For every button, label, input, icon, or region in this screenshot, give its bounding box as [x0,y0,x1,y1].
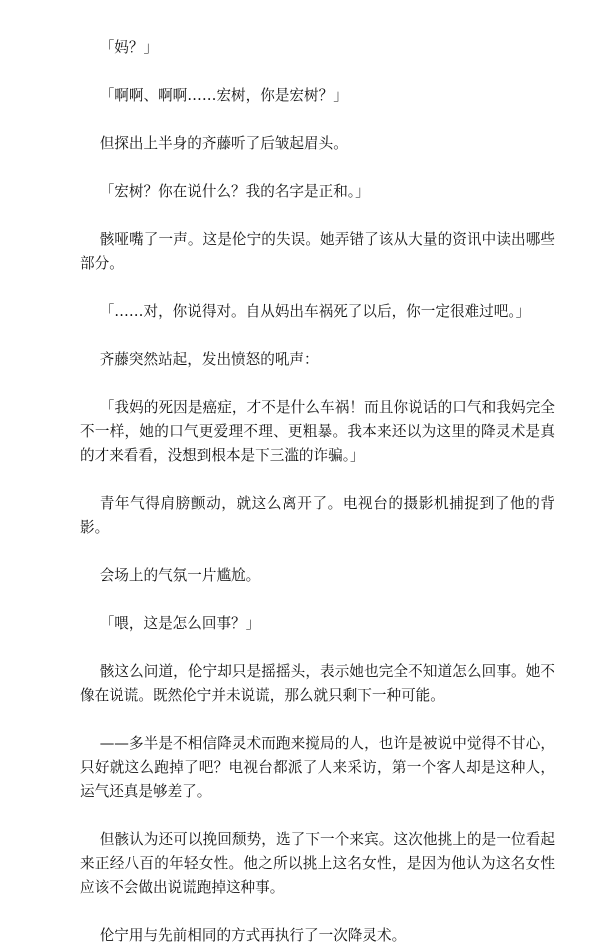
paragraph: 但探出上半身的齐藤听了后皱起眉头。 [99,135,348,152]
paragraph: 「……对，你说得对。自从妈出车祸死了以后，你一定很难过吧。」 [99,303,531,320]
paragraph: 「我妈的死因是癌症，才不是什么车祸！而且你说话的口气和我妈完全不一样，她的口气更爱理不理、更粗暴。我本来还以为这里的降灵术是真的才来看看，没想到根本是下三滥的诈骗。」 [80,399,555,464]
paragraph: 伦宁用与先前相同的方式再执行了一次降灵术。 [99,927,407,944]
paragraph: 骸这么问道，伦宁却只是摇摇头，表示她也完全不知道怎么回事。她不像在说谎。既然伦宁并未说谎，那么就只剩下一种可能。 [80,663,555,704]
paragraph: 「宏树？你在说什么？我的名字是正和。」 [99,183,370,200]
paragraph: 骸哑嘴了一声。这是伦宁的失误。她弄错了该从大量的资讯中读出哪些部分。 [80,231,555,272]
paragraph: 「啊啊、啊啊……宏树，你是宏树？」 [99,87,348,104]
paragraph: 但骸认为还可以挽回颓势，选了下一个来宾。这次他挑上的是一位看起来正经八百的年轻女性。他之所以挑上这名女性，是因为他认为这名女性应该不会做出说谎跑掉这种事。 [80,831,555,896]
paragraph: ——多半是不相信降灵术而跑来搅局的人，也许是被说中觉得不甘心，只好就这么跑掉了吧？电视台都派了人来采访，第一个客人却是这种人，运气还真是够差了。 [80,735,555,800]
paragraph: 青年气得肩膀颤动，就这么离开了。电视台的摄影机捕捉到了他的背影。 [80,495,555,536]
paragraph: 「喂，这是怎么回事？」 [99,615,261,632]
paragraph: 「妈？」 [99,39,159,56]
paragraph: 齐藤突然站起，发出愤怒的吼声： [99,351,319,368]
paragraph: 会场上的气氛一片尴尬。 [99,567,261,584]
